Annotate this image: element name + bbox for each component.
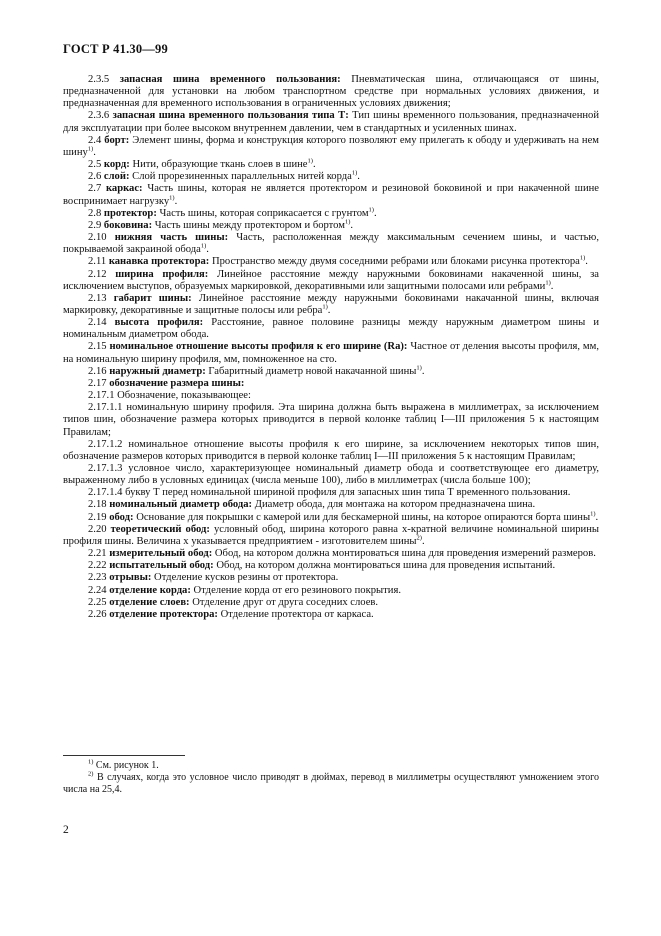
term: испытательный обод: [109,560,214,572]
paragraph-2-17-1-3 [63,463,599,487]
paragraph-number: 2.22 [88,560,107,572]
paragraph-number: 2.5 [88,159,102,171]
paragraph-number: 2.16 [88,365,107,377]
term: отделение слоев: [109,596,190,608]
paragraph-number: 2.13 [88,292,107,304]
definition-text: Часть шины между протектором и бортом [154,219,345,231]
footnote-ref: 1) [307,157,313,165]
paragraph-2-16 [63,366,599,378]
footnote-mark: 2) [88,770,94,778]
term: обозначение размера шины: [109,377,245,389]
sentence-end: . [421,535,425,547]
paragraph-number: 2.9 [88,219,102,231]
paragraph-number: 2.20 [88,523,107,535]
term: теоретический обод: [110,523,210,535]
paragraph-2-13 [63,293,599,317]
sentence-end: . [174,195,178,207]
definition-text: условный обод, ширина которого равна x-кратной величине номинальной ширины профиля шины. Величина x указывается предприятием - изготовителем шины [63,523,599,547]
term: номинальное отношение высоты профиля к его ширине (Ra): [109,341,408,353]
paragraph-number: 2.17.1.3 [88,463,123,474]
paragraph-2-7 [63,183,599,207]
paragraph-number: 2.18 [88,499,107,511]
footnote-ref: 1) [200,242,207,250]
document-header: ГОСТ Р 41.30—99 [63,42,168,56]
term: слой: [103,171,130,183]
definition-text: Часть шины, которая не является протектором и резиновой боковиной и при накаченной шине воспринимает нагрузку [63,183,600,207]
definition-text: Линейное расстояние между наружными боковинами накачанной шины, включая маркировку, декоративные и защитные полосы или ребра [63,292,599,316]
definition-text: Обозначение, показывающее: [117,390,251,402]
paragraph-number: 2.19 [88,511,107,523]
term: нижняя часть шины: [114,232,229,244]
definition-text: номинальную ширину профиля. Эта ширина должна быть выражена в миллиметрах, за исключением типов шин, обозначение размера которых приводится в первой колонке таблиц I—III приложения 5 к настоящим Правилам; [63,402,599,438]
paragraph-2-14 [63,317,599,341]
sentence-end: . [421,365,425,377]
paragraph-2-21 [63,548,599,560]
paragraph-number: 2.17 [88,377,107,389]
paragraph-number: 2.17.1.1 [88,402,123,414]
paragraph-2-17-1-1 [63,402,599,438]
paragraph-number: 2.8 [88,207,102,219]
term: номинальный диаметр обода: [109,499,253,511]
term: запасная шина временного пользования типа Т: [112,110,349,122]
footnote-ref: 1) [351,169,358,177]
paragraph-2-11 [63,256,599,268]
paragraph-number: 2.24 [88,584,107,596]
footnote-ref: 1) [579,254,586,262]
paragraph-number: 2.12 [88,268,107,280]
term: отделение корда: [109,584,191,596]
paragraph-2-23 [63,572,599,584]
term: отделение протектора: [109,608,218,620]
footnote-ref: 2) [416,534,422,542]
footnote-ref: 1) [87,145,94,153]
definition-text: Частное от деления высоты профиля, мм, на номинальную ширину профиля, мм, помноженное на сто. [63,341,599,365]
sentence-end: . [93,146,96,158]
footnote [63,760,599,772]
footnote-mark: 1) [88,758,94,766]
paragraph-2-26 [63,609,599,621]
paragraph-number: 2.17.1.2 [88,438,123,450]
paragraph-2-17-1-4 [63,487,599,499]
paragraph-2-25 [63,597,599,609]
definition-text: Диаметр обода, для монтажа на котором предназначена шина. [254,499,536,511]
term: канавка протектора: [108,256,210,268]
paragraph-number: 2.17.1 [88,390,115,402]
paragraph-number: 2.11 [88,256,107,268]
definition-text: Слой прорезиненных параллельных нитей корда [132,171,352,183]
term: обод: [109,511,134,523]
definition-text: Отделение друг от друга соседних слоев. [192,596,379,608]
footnote [63,772,599,796]
document-body [63,74,599,621]
paragraph-2-17-1-2 [63,439,599,463]
term: габарит шины: [113,292,192,304]
term: каркас: [105,183,143,195]
definition-text: Пневматическая шина, отличающаяся от шины, предназначенной для установки на любом транспортном средстве при нормальных условиях движения, и предназначенная для временного использования в ограниченных условиях движения; [63,74,599,110]
definition-text: Обод, на котором должна монтироваться шина для проведения измерений размеров. [214,548,596,560]
paragraph-2-17 [63,378,599,390]
footnote-text: В случаях, когда это условное число приводят в дюймах, перевод в миллиметры осуществляют умножением этого числа на 25,4. [63,772,600,795]
footnote-text: См. рисунок 1. [95,760,159,771]
sentence-end: . [595,511,599,523]
term: измерительный обод: [109,548,213,560]
definition-text: Элемент шины, форма и конструкция которого позволяют ему прилегать к ободу и удерживать на нем шину [63,134,600,158]
definition-text: букву Т перед номинальной шириной профиля для запасных шин типа Т временного пользования. [125,487,571,499]
paragraph-number: 2.25 [88,596,107,608]
paragraph-2-19 [63,512,599,524]
paragraph-2-5 [63,159,599,171]
term: борт: [104,134,130,146]
paragraph-number: 2.23 [88,572,107,584]
sentence-end: . [312,159,316,171]
definition-text: Габаритный диаметр новой накачанной шины [208,365,417,377]
definition-text: Основание для покрышки с камерой или для бескамерной шины, на которое опираются борта шины [136,511,591,523]
paragraph-2-10 [63,232,599,256]
sentence-end: . [206,244,209,256]
definition-text: Нити, образующие ткань слоев в шине [132,159,308,171]
definition-text: Линейное расстояние между наружными боковинами накаченной шины, за исключением выступов, образуемых маркировкой, декоративными или защитными полосами или ребрами [63,268,600,292]
paragraph-2-9 [63,220,599,232]
footnote-ref: 1) [545,279,551,287]
paragraph-number: 2.10 [88,232,107,244]
paragraph-2-15 [63,341,599,365]
definition-text: Отделение корда от его резинового покрытия. [193,584,401,596]
term: наружный диаметр: [109,365,206,377]
footnote-ref: 1) [368,206,374,214]
term: протектор: [103,207,157,219]
paragraph-2-20 [63,524,599,548]
paragraph-2-12 [63,269,599,293]
paragraph-2-8 [63,208,599,220]
paragraph-number: 2.15 [88,341,107,353]
paragraph-2-18 [63,499,599,511]
term: запасная шина временного пользования: [119,74,341,85]
definition-text: Отделение протектора от каркаса. [220,608,374,620]
footnote-ref: 1) [169,194,175,202]
paragraph-number: 2.3.5 [88,74,110,85]
footnote-ref: 1) [344,218,351,226]
paragraph-number: 2.4 [88,134,102,146]
paragraph-number: 2.21 [88,548,107,560]
sentence-end: . [550,280,554,292]
paragraph-number: 2.6 [88,171,102,183]
paragraph-2-17-1 [63,390,599,402]
definition-text: номинальное отношение высоты профиля к его ширине, за исключением некоторых типов шин, обозначение размеров которых приводится в первой колонке таблиц I—III приложения 5 к настоящим Правилам; [63,438,599,462]
term: отрывы: [109,572,152,584]
paragraph-2-4 [63,135,599,159]
paragraph-number: 2.7 [88,183,102,195]
term: высота профиля: [114,317,204,329]
footnote-ref: 1) [322,303,328,311]
footnote-ref: 1) [590,510,596,518]
footnote-separator [63,755,185,756]
paragraph-2-6 [63,171,599,183]
sentence-end: . [373,207,377,219]
definition-text: Расстояние, равное половине разницы между наружным диаметром шины и номинальным диаметром обода. [63,317,599,341]
term: корд: [103,159,130,171]
sentence-end: . [350,219,354,231]
definition-text: Часть шины, которая соприкасается с грунтом [159,207,369,219]
paragraph-number: 2.14 [88,317,107,329]
definition-text: Часть, расположенная между максимальным сечением шины, и частью, покрываемой закраиной обода [63,232,599,256]
term: ширина профиля: [115,268,209,280]
footnote-ref: 1) [416,364,422,372]
paragraph-number: 2.26 [88,608,107,620]
definition-text: Пространство между двумя соседними ребрами или блоками рисунка протектора [211,256,580,268]
definition-text: Тип шины временного пользования, предназначенной для эксплуатации при более высоком внутреннем давлении, чем в стандартных и усиленных шинах. [63,110,600,134]
sentence-end: . [327,304,331,316]
definition-text: Обод, на котором должна монтироваться шина для проведения испытаний. [216,560,556,572]
footnotes [63,760,599,796]
paragraph-2-24 [63,585,599,597]
sentence-end: . [585,256,588,268]
paragraph-number: 2.17.1.4 [88,487,123,499]
definition-text: Отделение кусков резины от протектора. [154,572,339,584]
paragraph-2-3-5 [63,74,599,110]
page-number: 2 [63,824,69,836]
sentence-end: . [357,171,360,183]
term: боковина: [103,219,153,231]
paragraph-2-22 [63,560,599,572]
definition-text: условное число, характеризующее номинальный диаметр обода и соответствующее его диаметру, выраженному либо в условных единицах (числа меньше 100), либо в миллиметрах (числа больше 100); [63,463,599,487]
paragraph-number: 2.3.6 [88,110,110,122]
paragraph-2-3-6 [63,110,599,134]
